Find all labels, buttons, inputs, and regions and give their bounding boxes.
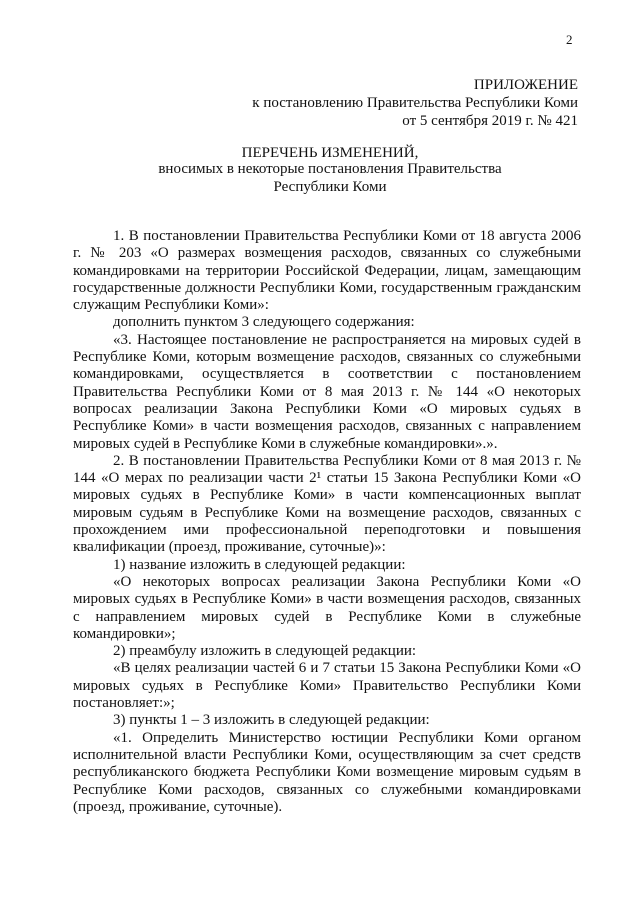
paragraph-subitem-1: 1) название изложить в следующей редакции: <box>113 556 406 573</box>
document-subtitle-line1: вносимых в некоторые постановления Правительства <box>158 161 502 177</box>
document-subtitle-line2: Республики Коми <box>273 179 387 195</box>
paragraph-subitem-2: 2) преамбулу изложить в следующей редакции: <box>113 643 417 660</box>
paragraph-new-point-1: «1. Определить Министерство юстиции Республики Коми органом исполнительной власти Республики Коми, осуществляющим за счет средств республиканского бюджета Республики Коми возмещение мировым судьям в Республике Коми расходов, связанных со служебными командировками (проезд, проживание, суточные). <box>73 729 581 815</box>
paragraph-item-2: 2. В постановлении Правительства Республики Коми от 8 мая 2013 г. № 144 «О мерах по реализации части 2¹ статьи 15 Закона Республики Коми «О мировых судьях в Республике Коми» в части компенсационных выплат мировым судьям в Республике Коми на возмещение расходов, связанных с прохождением ими профессиональной переподготовки и повышения квалификации (проезд, проживание, суточные)»: <box>73 452 581 556</box>
paragraph-subitem-3: 3) пункты 1 – 3 изложить в следующей редакции: <box>113 712 430 729</box>
paragraph-new-preamble: «В целях реализации частей 6 и 7 статьи 15 Закона Республики Коми «О мировых судьях в Республике Коми» Правительство Республики Коми постановляет:»; <box>73 660 581 712</box>
annex-resolution-line: к постановлению Правительства Республики Коми <box>252 95 578 111</box>
document-body <box>73 228 581 816</box>
annex-label: ПРИЛОЖЕНИЕ <box>473 77 578 93</box>
document-title: ПЕРЕЧЕНЬ ИЗМЕНЕНИЙ, <box>241 145 419 161</box>
paragraph-point-3-text: «3. Настоящее постановление не распространяется на мировых судей в Республике Коми, которым возмещение расходов, связанных со служебными командировками, осуществляется в соответствии с постановлением Правительства Республики Коми от 8 мая 2013 г. № 144 «О некоторых вопросах реализации Закона Республики Коми «О мировых судьях в Республике Коми» в части возмещения расходов, связанных с направлением мировых судей в Республике Коми в служебные командировки».». <box>73 331 581 452</box>
paragraph-item-1: 1. В постановлении Правительства Республики Коми от 18 августа 2006 г. № 203 «О размерах возмещения расходов, связанных со служебными командировками на территории Российской Федерации, лицам, замещающим государственные должности Республики Коми, государственным гражданским служащим Республики Коми»: <box>73 228 581 314</box>
page-number: 2 <box>566 32 573 47</box>
paragraph-add-point-3: дополнить пунктом 3 следующего содержания: <box>113 314 415 331</box>
annex-date-line: от 5 сентября 2019 г. № 421 <box>402 113 578 129</box>
paragraph-new-title: «О некоторых вопросах реализации Закона Республики Коми «О мировых судьях в Республике Коми» в части возмещения расходов, связанных с направлением мировых судей в Республике Коми в служебные командировки»; <box>73 573 581 642</box>
